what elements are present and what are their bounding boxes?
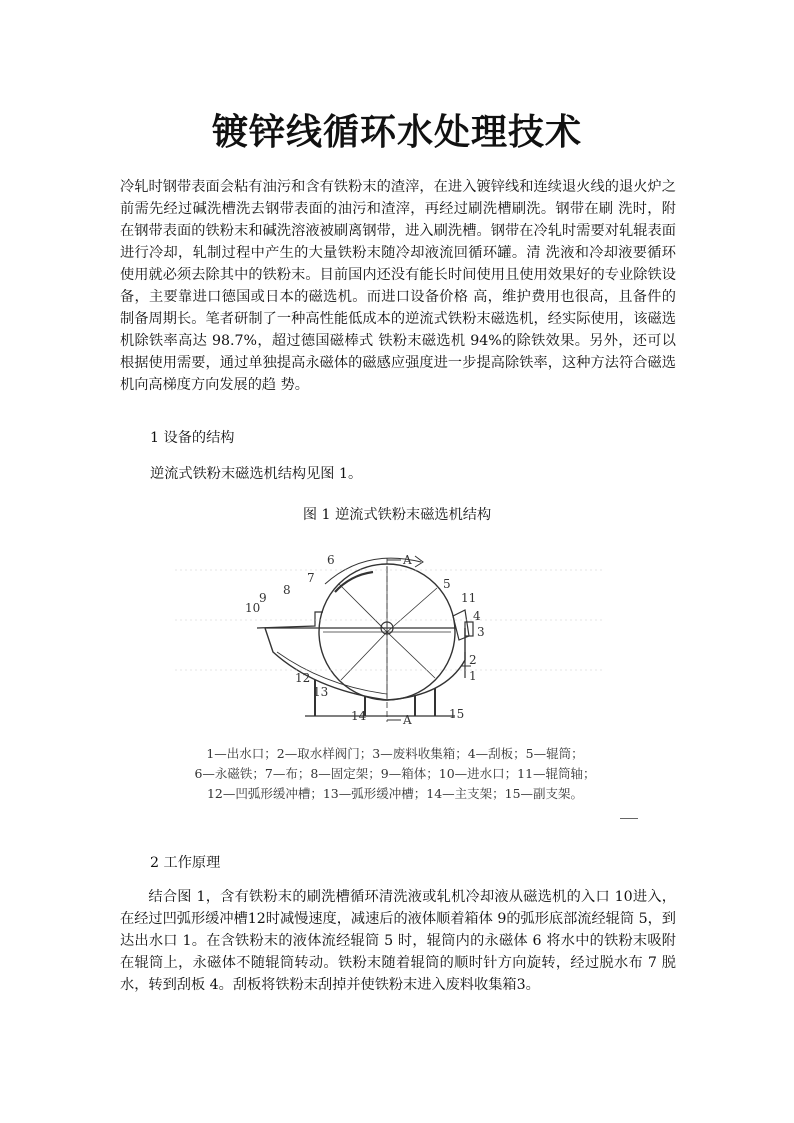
legend-line: 6—永磁铁；7—布；8—固定架；9—箱体；10—进水口；11—辊筒轴；	[194, 766, 596, 781]
section-heading-principle: 2 工作原理	[150, 855, 221, 871]
intro-paragraph: 冷轧时钢带表面会粘有油污和含有铁粉末的渣滓，在进入镀锌线和连续退火线的退火炉之前需先经过碱洗槽洗去钢带表面的油污和渣滓，再经过刷洗槽刷洗。钢带在刷 洗时，附在钢带表面的铁粉末和碱洗溶液被刷离钢带，进入刷洗槽。钢带在冷轧时需要对轧辊表面进行冷却，轧制过程中产生的大量铁粉末随冷却液流回循环罐。清 洗液和冷却液要循环使用就必须去除其中的铁粉末。目前国内还没有能长时间使用且使用效果好的专业除铁设备，主要靠进口德国或日本的磁选机。而进口设备价格 高，维护费用也很高，且备件的制备周期长。笔者研制了一种高性能低成本的逆流式铁粉末磁选机，经实际使用，该磁选机除铁率高达 98.7%，超过德国磁棒式 铁粉末磁选机 94%的除铁效果。另外，还可以根据使用需要，通过单独提高永磁体的磁感应强度进一步提高除铁率，这种方法符合磁选机向高梯度方向发展的趋 势。	[120, 179, 676, 393]
label-8: 8	[283, 583, 291, 597]
divider-dash	[620, 818, 638, 819]
label-12: 12	[295, 671, 311, 685]
label-1: 1	[469, 669, 477, 683]
label-15: 15	[449, 707, 465, 721]
section-heading-structure: 1 设备的结构	[150, 430, 235, 446]
label-14: 14	[351, 709, 367, 723]
label-11: 11	[461, 591, 477, 605]
label-a-bottom: A	[403, 713, 412, 727]
figure-caption: 图 1 逆流式铁粉末磁选机结构	[302, 507, 492, 523]
figure-legend	[165, 744, 625, 804]
label-4: 4	[473, 609, 481, 623]
label-5: 5	[443, 577, 451, 591]
label-9: 9	[259, 591, 267, 605]
legend-line: 12—凹弧形缓冲槽；13—弧形缓冲槽；14—主支架；15—副支架。	[206, 786, 584, 801]
principle-paragraph: 结合图 1，含有铁粉末的刷洗槽循环清洗液或轧机冷却液从磁选机的入口 10进入，在经过凹弧形缓冲槽12时减慢速度，减速后的液体顺着箱体 9的弧形底部流经辊筒 5，到达出水口 1。在含铁粉末的液体流经辊筒 5 时，辊筒内的永磁体 6 将水中的铁粉末吸附在辊筒上，永磁体不随辊筒转动。铁粉末随着辊筒的顺时针方向旋转，经过脱水布 7 脱水，转到刮板 4。刮板将铁粉末刮掉并使铁粉末进入废料收集箱3。	[120, 889, 676, 993]
label-13: 13	[313, 685, 329, 699]
label-7: 7	[307, 571, 315, 585]
legend-line: 1—出水口；2—取水样阀门；3—废料收集箱；4—刮板；5—辊筒；	[206, 746, 584, 761]
document-title: 镀锌线循环水处理技术	[211, 111, 582, 153]
figure-reference-text: 逆流式铁粉末磁选机结构见图 1。	[150, 466, 363, 482]
label-3: 3	[477, 625, 485, 639]
label-2: 2	[469, 653, 477, 667]
label-6: 6	[327, 553, 335, 567]
label-10: 10	[245, 601, 261, 615]
label-a-top: A	[403, 553, 412, 567]
